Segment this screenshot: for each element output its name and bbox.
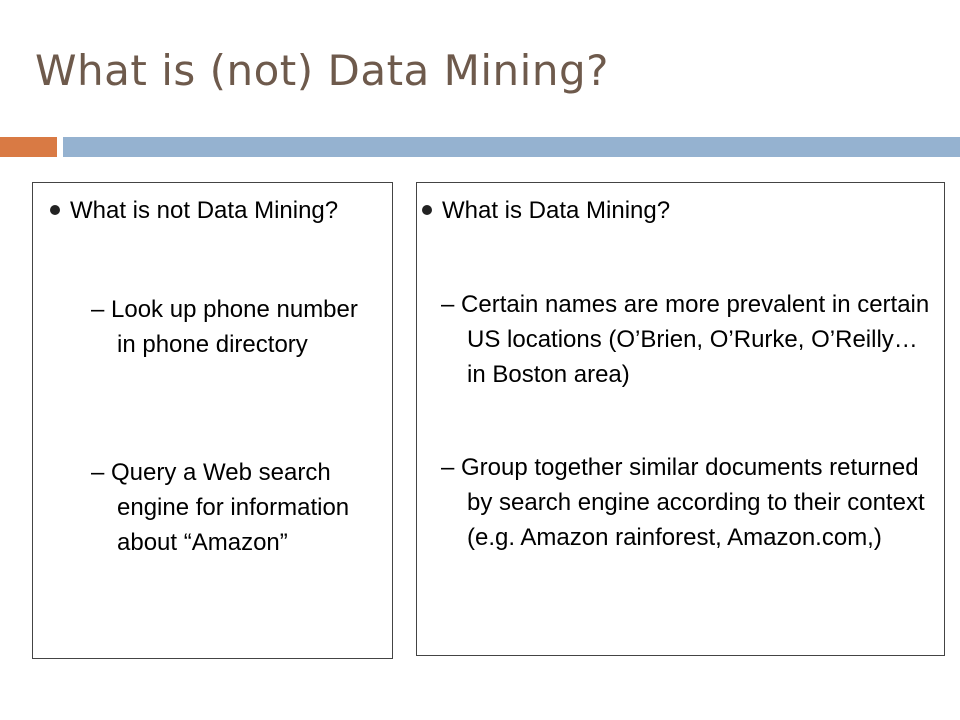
right-panel <box>416 182 945 656</box>
left-item-web-search: – Query a Web search engine for information about “Amazon” <box>91 459 350 556</box>
bullet-dot-icon <box>422 205 432 215</box>
accent-bar-blue <box>63 137 960 157</box>
left-panel <box>32 182 393 659</box>
right-item-group-documents: – Group together similar documents returned by search engine according to their context (e.g. Amazon rainforest, Amazon.com,) <box>441 454 925 551</box>
slide-title: What is (not) Data Mining? <box>35 46 609 95</box>
right-panel-heading <box>422 195 922 226</box>
accent-bar-orange <box>0 137 57 157</box>
left-item-phone-directory: – Look up phone number in phone directory <box>91 296 358 358</box>
left-heading-text: What is not Data Mining? <box>70 197 339 224</box>
left-panel-heading <box>42 195 382 226</box>
right-item-names-locations: – Certain names are more prevalent in certain US locations (O’Brien, O’Rurke, O’Reilly… in Boston area) <box>441 291 930 388</box>
right-heading-text: What is Data Mining? <box>442 197 671 224</box>
bullet-dot-icon <box>50 205 60 215</box>
